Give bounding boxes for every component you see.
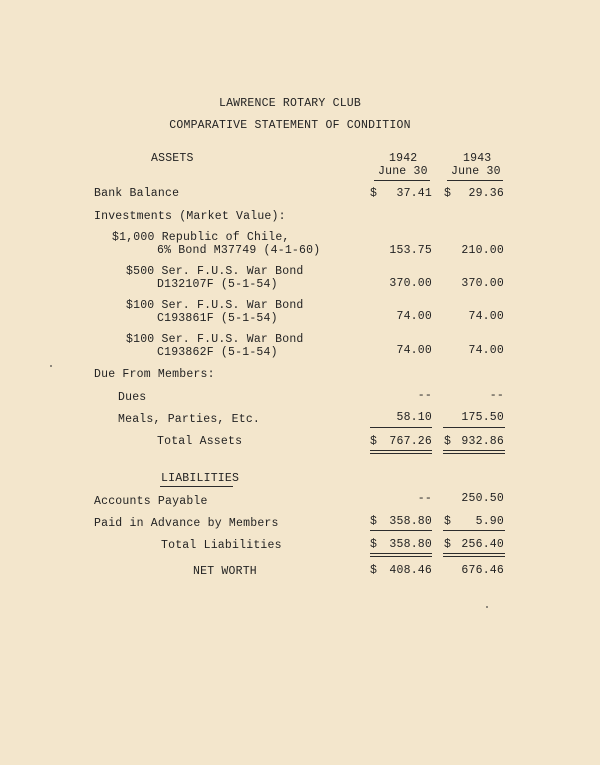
war-bond-100b-1942: 74.00 [396, 344, 432, 357]
net-worth-label: NET WORTH [193, 565, 257, 578]
total-liabilities-dollar-1942: $ [370, 538, 378, 551]
due-from-members-heading: Due From Members: [94, 368, 215, 381]
header-underline-1943 [447, 180, 503, 181]
investments-heading: Investments (Market Value): [94, 210, 286, 223]
meals-underline-1943 [443, 427, 505, 428]
total-assets-dollar-1942: $ [370, 435, 378, 448]
total-assets-double-rule-1942-a [370, 450, 432, 451]
total-assets-double-rule-1943-a [443, 450, 505, 451]
war-bond-100b-1943: 74.00 [468, 344, 504, 357]
war-bond-100a-line1: $100 Ser. F.U.S. War Bond [126, 299, 304, 312]
war-bond-100a-line2: C193861F (5-1-54) [157, 312, 278, 325]
paid-in-advance-dollar-1942: $ [370, 515, 378, 528]
statement-title: COMPARATIVE STATEMENT OF CONDITION [169, 119, 411, 132]
paid-in-advance-1942: 358.80 [389, 515, 432, 528]
meals-1943: 175.50 [461, 411, 504, 424]
paid-in-advance-1943: 5.90 [475, 515, 504, 528]
liabilities-heading: LIABILITIES [161, 472, 240, 485]
bank-balance-1942: 37.41 [396, 187, 432, 200]
war-bond-500-line1: $500 Ser. F.U.S. War Bond [126, 265, 304, 278]
date-1942: June 30 [378, 165, 428, 178]
paper-speck [486, 606, 488, 608]
dues-label: Dues [118, 391, 147, 404]
meals-label: Meals, Parties, Etc. [118, 413, 261, 426]
total-assets-double-rule-1942-b [370, 453, 432, 454]
net-worth-1943: 676.46 [461, 564, 504, 577]
war-bond-500-1943: 370.00 [461, 277, 504, 290]
war-bond-100a-1943: 74.00 [468, 310, 504, 323]
bank-balance-1943: 29.36 [468, 187, 504, 200]
net-worth-dollar-1942: $ [370, 564, 378, 577]
chile-bond-1942: 153.75 [389, 244, 432, 257]
total-assets-label: Total Assets [157, 435, 243, 448]
accounts-payable-1942: -- [417, 492, 432, 505]
dues-1943: -- [489, 389, 504, 402]
bank-balance-label: Bank Balance [94, 187, 180, 200]
dues-1942: -- [417, 389, 432, 402]
paper-speck [50, 365, 52, 367]
year-1942: 1942 [389, 152, 418, 165]
paid-in-advance-underline-1942 [370, 530, 432, 531]
meals-1942: 58.10 [396, 411, 432, 424]
total-liabilities-double-rule-1943-a [443, 553, 505, 554]
total-assets-1942: 767.26 [389, 435, 432, 448]
total-liabilities-double-rule-1942-b [370, 556, 432, 557]
accounts-payable-1943: 250.50 [461, 492, 504, 505]
war-bond-500-1942: 370.00 [389, 277, 432, 290]
accounts-payable-label: Accounts Payable [94, 495, 208, 508]
meals-underline-1942 [370, 427, 432, 428]
club-name: LAWRENCE ROTARY CLUB [218, 97, 362, 110]
assets-heading: ASSETS [151, 152, 194, 165]
chile-bond-1943: 210.00 [461, 244, 504, 257]
total-liabilities-double-rule-1942-a [370, 553, 432, 554]
war-bond-100b-line1: $100 Ser. F.U.S. War Bond [126, 333, 304, 346]
total-liabilities-double-rule-1943-b [443, 556, 505, 557]
bank-balance-dollar-1943: $ [444, 187, 452, 200]
paid-in-advance-underline-1943 [443, 530, 505, 531]
total-liabilities-1942: 358.80 [389, 538, 432, 551]
total-liabilities-label: Total Liabilities [161, 539, 282, 552]
total-assets-1943: 932.86 [461, 435, 504, 448]
war-bond-500-line2: D132107F (5-1-54) [157, 278, 278, 291]
date-1943: June 30 [451, 165, 501, 178]
war-bond-100a-1942: 74.00 [396, 310, 432, 323]
year-1943: 1943 [463, 152, 492, 165]
paid-in-advance-dollar-1943: $ [444, 515, 452, 528]
header-underline-1942 [374, 180, 430, 181]
bank-balance-dollar-1942: $ [370, 187, 378, 200]
total-assets-double-rule-1943-b [443, 453, 505, 454]
chile-bond-line2: 6% Bond M37749 (4-1-60) [157, 244, 321, 257]
net-worth-1942: 408.46 [389, 564, 432, 577]
total-liabilities-dollar-1943: $ [444, 538, 452, 551]
chile-bond-line1: $1,000 Republic of Chile, [112, 231, 290, 244]
liabilities-heading-underline [160, 486, 233, 487]
total-assets-dollar-1943: $ [444, 435, 452, 448]
war-bond-100b-line2: C193862F (5-1-54) [157, 346, 278, 359]
total-liabilities-1943: 256.40 [461, 538, 504, 551]
paid-in-advance-label: Paid in Advance by Members [94, 517, 279, 530]
